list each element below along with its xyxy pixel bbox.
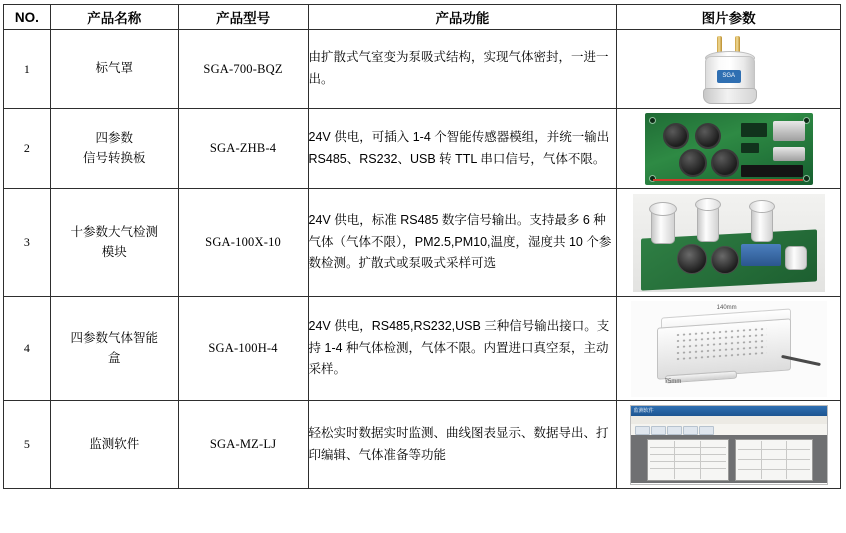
four-parameter-smart-box-photo: [631, 301, 827, 397]
product-name-line2: 盒: [107, 350, 121, 365]
four-parameter-signal-board-photo: [645, 113, 813, 185]
product-name-line1: 十参数大气检测: [70, 225, 158, 240]
product-image-cell: [617, 401, 841, 489]
column-header-image-parameters: 图片参数: [617, 5, 841, 30]
box-vent-grid: [675, 325, 767, 361]
row-number: 5: [4, 401, 51, 489]
product-model: SGA-700-BQZ: [178, 30, 308, 109]
table-row: [4, 189, 841, 297]
product-image-cell: [617, 189, 841, 297]
software-title-text: 监测软件: [633, 407, 654, 414]
gas-calibration-hood-photo: [683, 30, 775, 108]
product-image-cell: [617, 297, 841, 401]
product-model: SGA-100X-10: [178, 189, 308, 297]
product-function: 24V 供电，标准 RS485 数字信号输出。支持最多 6 种气体（气体不限），PM2.5,PM10,温度，湿度共 10 个参数检测。扩散式或泵吸式采样可选: [308, 189, 617, 297]
software-data-panel: [647, 439, 729, 481]
product-name: 监测软件: [50, 401, 178, 489]
row-number: 4: [4, 297, 51, 401]
sensor-cylinder-top: [649, 202, 677, 216]
sensor-grid-shape: [677, 244, 707, 274]
row-number: 1: [4, 30, 51, 109]
sensor-grid-shape: [711, 246, 739, 274]
sensor-cylinder-top: [695, 198, 721, 211]
product-name-line1: 四参数气体智能: [70, 331, 158, 346]
product-function: 由扩散式气室变为泵吸式结构，实现气体密封，一进一出。: [308, 30, 617, 109]
product-function: 24V 供电，RS485,RS232,USB 三种信号输出接口。支持 1-4 种气体检测，气体不限。内置进口真空泵，主动采样。: [308, 297, 617, 401]
blue-sensor-shape: [741, 244, 781, 266]
product-name: 标气罩: [50, 30, 178, 109]
column-header-product-function: 产品功能: [308, 5, 617, 30]
product-table: [3, 4, 841, 489]
product-image-cell: [617, 30, 841, 109]
software-titlebar: [631, 406, 827, 416]
product-name-line2: 模块: [101, 244, 127, 259]
product-model: SGA-ZHB-4: [178, 109, 308, 189]
sensor-cylinder-top: [749, 200, 775, 213]
product-image-cell: [617, 109, 841, 189]
product-name: [50, 297, 178, 401]
dimension-label-top: 140mm: [716, 304, 737, 311]
product-function: 轻松实时数据实时监测、曲线图表显示、数据导出、打印编辑、气体准备等功能: [308, 401, 617, 489]
hood-base-shape: [703, 88, 757, 104]
product-name: [50, 189, 178, 297]
table-header-row: [4, 5, 841, 30]
table-row: [4, 297, 841, 401]
row-number: 3: [4, 189, 51, 297]
product-name-line2: 信号转换板: [82, 150, 146, 165]
pcb-board-shape: [645, 113, 813, 185]
ten-parameter-atmosphere-module-photo: [633, 194, 825, 292]
product-name: [50, 109, 178, 189]
hood-brand-label: SGA: [717, 70, 741, 83]
product-name-line1: 四参数: [95, 131, 133, 146]
table-body: [4, 30, 841, 489]
dimension-label-bottom: 75mm: [664, 378, 682, 385]
product-model: SGA-100H-4: [178, 297, 308, 401]
product-model: SGA-MZ-LJ: [178, 401, 308, 489]
table-header: [4, 5, 841, 30]
product-table-container: [3, 4, 841, 489]
table-row: [4, 30, 841, 109]
software-chart-panel: [735, 439, 813, 481]
table-row: [4, 109, 841, 189]
row-number: 2: [4, 109, 51, 189]
sensor-cylinder-shape: [785, 246, 807, 270]
software-workspace: [631, 435, 827, 483]
column-header-product-name: 产品名称: [50, 5, 178, 30]
column-header-no: NO.: [4, 5, 51, 30]
monitoring-software-screenshot: [630, 405, 828, 485]
column-header-product-model: 产品型号: [178, 5, 308, 30]
product-function: 24V 供电，可插入 1-4 个智能传感器模组，并统一输出 RS485、RS232、USB 转 TTL 串口信号，气体不限。: [308, 109, 617, 189]
table-row: [4, 401, 841, 489]
